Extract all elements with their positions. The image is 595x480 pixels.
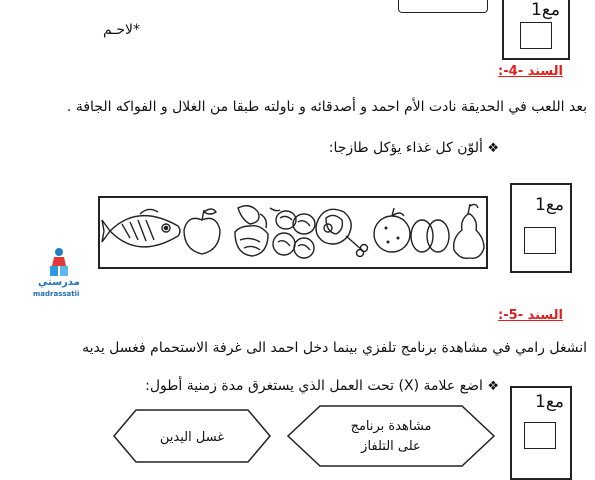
- nuts-icon[interactable]: [270, 208, 315, 258]
- section-5-instruction: [145, 378, 499, 394]
- eggs-icon[interactable]: [411, 220, 449, 252]
- score-answer-box[interactable]: [524, 422, 556, 449]
- bullet-icon: ❖: [487, 141, 499, 156]
- option-label-line1: مشاهدة برنامج: [350, 419, 432, 434]
- meat-leg-icon[interactable]: [316, 209, 368, 256]
- section-4-instruction: [329, 140, 499, 156]
- score-answer-box[interactable]: [520, 22, 552, 49]
- logo-arabic: مدرستي: [38, 277, 80, 288]
- section-5-paragraph: انشغل رامي في مشاهدة برنامج تلفزي بينما دخل احمد الى غرفة الاستحمام فغسل يديه: [82, 340, 587, 356]
- score-label: مع1: [535, 392, 564, 412]
- instruction-text: اضع علامة (X) تحت العمل الذي يستغرق مدة زمنية أطول:: [145, 378, 483, 394]
- tomato-icon[interactable]: [235, 206, 268, 256]
- section-5-title: السند -5-:: [498, 308, 563, 323]
- option-label: غسل اليدين: [159, 430, 225, 445]
- score-label: مع1: [535, 195, 564, 215]
- option-watch-tv[interactable]: [286, 404, 496, 468]
- food-strip: [98, 196, 488, 269]
- score-box-top: [502, 0, 570, 60]
- score-label: مع1: [531, 0, 560, 20]
- instruction-text: ألوّن كل غذاء يؤكل طازجا:: [328, 140, 483, 156]
- score-answer-box[interactable]: [524, 227, 556, 254]
- option-label-line2: على التلفاز: [361, 439, 421, 454]
- pear-icon[interactable]: [454, 204, 484, 258]
- fragment-text: *لاحـم: [102, 22, 140, 38]
- food-strip-drawing: [100, 198, 486, 267]
- score-box-section-5: [510, 386, 572, 480]
- orange-icon[interactable]: [374, 208, 410, 252]
- bullet-icon: ❖: [487, 379, 499, 394]
- section-4-paragraph: بعد اللعب في الحديقة نادت الأم احمد و أصدقائه و ناولته طبقا من الغلال و الفواكه الجافة .: [66, 99, 587, 115]
- madrassatii-logo: [28, 244, 90, 300]
- option-wash-hands[interactable]: [112, 408, 272, 464]
- apple-icon[interactable]: [184, 209, 220, 254]
- fish-icon[interactable]: [102, 209, 180, 246]
- partial-input-box: [398, 0, 488, 13]
- logo-latin: madrassatii: [33, 290, 80, 298]
- score-box-section-4: [510, 183, 572, 273]
- section-4-title: السند -4-:: [498, 64, 563, 79]
